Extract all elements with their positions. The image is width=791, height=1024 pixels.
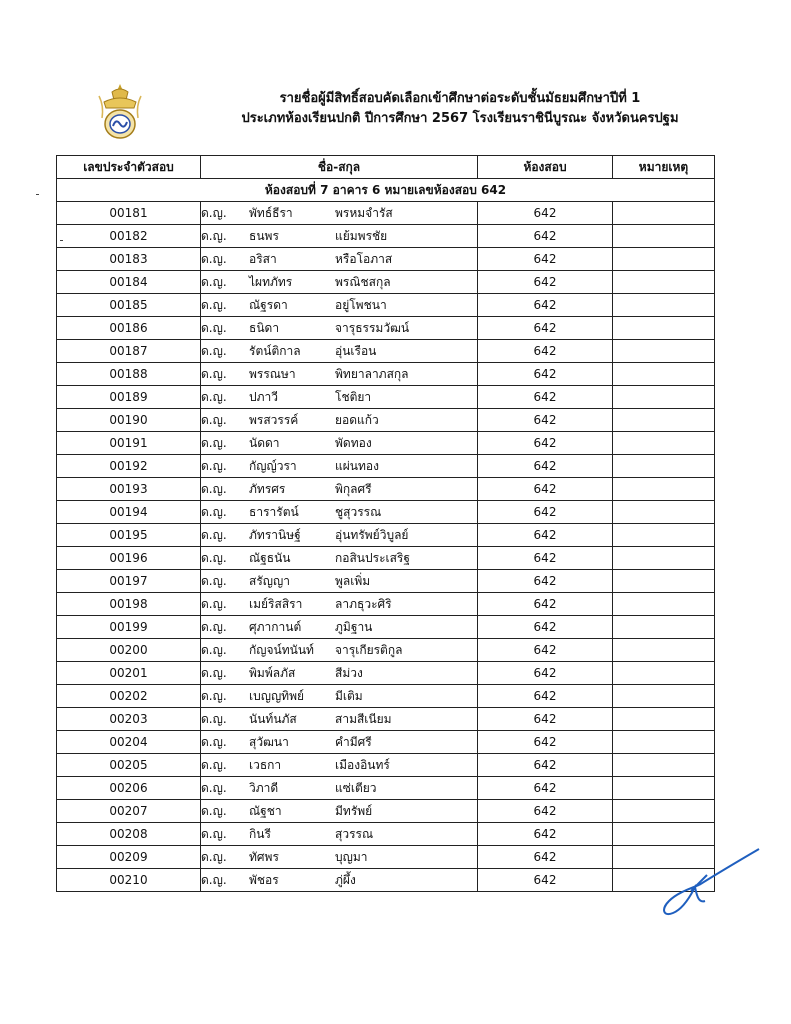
last-name: แย้มพรชัย — [335, 229, 388, 243]
table-row — [57, 869, 715, 892]
name-cell — [201, 846, 478, 869]
exam-id-cell: 00194 — [57, 501, 201, 524]
remark-cell — [613, 547, 715, 570]
last-name: มีทรัพย์ — [335, 804, 373, 818]
last-name: ภูมิฐาน — [335, 620, 373, 634]
remark-cell — [613, 455, 715, 478]
name-cell — [201, 754, 478, 777]
remark-cell — [613, 708, 715, 731]
first-name: พรรณษา — [249, 367, 296, 381]
table-row — [57, 478, 715, 501]
room-cell: 642 — [478, 409, 613, 432]
name-prefix: ด.ญ. — [201, 758, 227, 772]
last-name: ชูสุวรรณ — [335, 505, 382, 519]
first-name: ธารารัตน์ — [249, 505, 299, 519]
last-name: อุ่นเรือน — [335, 344, 377, 358]
page-title: รายชื่อผู้มีสิทธิ์สอบคัดเลือกเข้าศึกษาต่อระดับชั้นมัธยมศึกษาปีที่ 1 — [279, 91, 641, 106]
name-prefix: ด.ญ. — [201, 551, 227, 565]
column-header-remark: หมายเหตุ — [613, 156, 715, 179]
first-name: ไผทภัทร — [249, 275, 293, 289]
table-row — [57, 823, 715, 846]
first-name: ธนพร — [249, 229, 279, 243]
first-name: ทัศพร — [249, 850, 279, 864]
name-prefix: ด.ญ. — [201, 298, 227, 312]
last-name: คำมีศรี — [335, 735, 372, 749]
room-cell: 642 — [478, 248, 613, 271]
exam-id-cell: 00205 — [57, 754, 201, 777]
last-name: จารุเกียรติกูล — [335, 643, 403, 657]
last-name: แซ่เตียว — [335, 781, 377, 795]
exam-id-cell: 00199 — [57, 616, 201, 639]
exam-id-cell: 00184 — [57, 271, 201, 294]
last-name: สามสีเนียม — [335, 712, 392, 726]
name-prefix: ด.ญ. — [201, 482, 227, 496]
room-cell: 642 — [478, 570, 613, 593]
name-prefix: ด.ญ. — [201, 413, 227, 427]
section-row — [57, 179, 715, 202]
name-cell — [201, 639, 478, 662]
last-name: พิกุลศรี — [335, 482, 372, 496]
name-cell — [201, 731, 478, 754]
name-cell — [201, 202, 478, 225]
last-name: อยู่โพชนา — [335, 298, 387, 312]
room-cell: 642 — [478, 662, 613, 685]
remark-cell — [613, 501, 715, 524]
room-cell: 642 — [478, 731, 613, 754]
exam-id-cell: 00189 — [57, 386, 201, 409]
name-prefix: ด.ญ. — [201, 850, 227, 864]
room-cell: 642 — [478, 478, 613, 501]
last-name: มีเติม — [335, 689, 363, 703]
remark-cell — [613, 317, 715, 340]
name-cell — [201, 524, 478, 547]
first-name: ณัฐชา — [249, 804, 282, 818]
room-cell: 642 — [478, 639, 613, 662]
remark-cell — [613, 271, 715, 294]
room-cell: 642 — [478, 823, 613, 846]
name-cell — [201, 570, 478, 593]
name-prefix: ด.ญ. — [201, 436, 227, 450]
exam-id-cell: 00191 — [57, 432, 201, 455]
name-prefix: ด.ญ. — [201, 229, 227, 243]
column-header-exam-id: เลขประจำตัวสอบ — [57, 156, 201, 179]
remark-cell — [613, 777, 715, 800]
remark-cell — [613, 294, 715, 317]
first-name: นันท์นภัส — [249, 712, 297, 726]
table-row — [57, 271, 715, 294]
name-cell — [201, 501, 478, 524]
column-header-name: ชื่อ-สกุล — [201, 156, 478, 179]
remark-cell — [613, 409, 715, 432]
column-header-room: ห้องสอบ — [478, 156, 613, 179]
room-cell: 642 — [478, 616, 613, 639]
exam-id-cell: 00197 — [57, 570, 201, 593]
remark-cell — [613, 593, 715, 616]
table-row — [57, 317, 715, 340]
last-name: พรณิชสกุล — [335, 275, 391, 289]
table-row — [57, 225, 715, 248]
first-name: พัทธ์ธีรา — [249, 206, 293, 220]
table-header-row — [57, 156, 715, 179]
exam-id-cell: 00185 — [57, 294, 201, 317]
room-cell: 642 — [478, 386, 613, 409]
room-cell: 642 — [478, 202, 613, 225]
name-prefix: ด.ญ. — [201, 528, 227, 542]
exam-id-cell: 00187 — [57, 340, 201, 363]
exam-id-cell: 00206 — [57, 777, 201, 800]
first-name: ณัฐรดา — [249, 298, 288, 312]
table-row — [57, 363, 715, 386]
table-row — [57, 616, 715, 639]
remark-cell — [613, 478, 715, 501]
room-cell: 642 — [478, 455, 613, 478]
name-cell — [201, 478, 478, 501]
remark-cell — [613, 685, 715, 708]
name-cell — [201, 363, 478, 386]
name-cell — [201, 685, 478, 708]
room-cell: 642 — [478, 501, 613, 524]
last-name: ลาภธุวะศิริ — [335, 597, 392, 611]
name-prefix: ด.ญ. — [201, 689, 227, 703]
first-name: ภัทรศร — [249, 482, 286, 496]
exam-id-cell: 00209 — [57, 846, 201, 869]
name-prefix: ด.ญ. — [201, 459, 227, 473]
table-row — [57, 340, 715, 363]
name-prefix: ด.ญ. — [201, 390, 227, 404]
name-prefix: ด.ญ. — [201, 574, 227, 588]
name-cell — [201, 455, 478, 478]
room-cell: 642 — [478, 800, 613, 823]
last-name: ภู่ผึ้ง — [335, 873, 356, 887]
table-row — [57, 800, 715, 823]
exam-id-cell: 00198 — [57, 593, 201, 616]
exam-id-cell: 00193 — [57, 478, 201, 501]
first-name: ปภาวี — [249, 390, 279, 404]
name-cell — [201, 708, 478, 731]
room-cell: 642 — [478, 524, 613, 547]
exam-id-cell: 00203 — [57, 708, 201, 731]
table-row — [57, 639, 715, 662]
exam-id-cell: 00201 — [57, 662, 201, 685]
name-cell — [201, 777, 478, 800]
exam-id-cell: 00202 — [57, 685, 201, 708]
table-row — [57, 593, 715, 616]
school-crest-icon — [96, 82, 144, 144]
remark-cell — [613, 662, 715, 685]
remark-cell — [613, 225, 715, 248]
exam-id-cell: 00210 — [57, 869, 201, 892]
name-prefix: ด.ญ. — [201, 620, 227, 634]
name-cell — [201, 547, 478, 570]
name-prefix: ด.ญ. — [201, 344, 227, 358]
name-prefix: ด.ญ. — [201, 367, 227, 381]
room-cell: 642 — [478, 432, 613, 455]
table-row — [57, 731, 715, 754]
name-prefix: ด.ญ. — [201, 597, 227, 611]
name-cell — [201, 225, 478, 248]
name-prefix: ด.ญ. — [201, 712, 227, 726]
name-prefix: ด.ญ. — [201, 735, 227, 749]
table-row — [57, 386, 715, 409]
remark-cell — [613, 754, 715, 777]
first-name: ศุภากานต์ — [249, 620, 302, 634]
last-name: กอสินประเสริฐ — [335, 551, 410, 565]
table-row — [57, 248, 715, 271]
name-cell — [201, 823, 478, 846]
first-name: กินรี — [249, 827, 271, 841]
remark-cell — [613, 386, 715, 409]
room-cell: 642 — [478, 869, 613, 892]
last-name: อุ่นทรัพย์วิบูลย์ — [335, 528, 409, 542]
name-cell — [201, 869, 478, 892]
remark-cell — [613, 616, 715, 639]
name-prefix: ด.ญ. — [201, 781, 227, 795]
exam-id-cell: 00190 — [57, 409, 201, 432]
first-name: กัญจน์ทนันท์ — [249, 643, 314, 657]
candidate-table — [56, 155, 715, 892]
last-name: โชติยา — [335, 390, 372, 404]
exam-id-cell: 00183 — [57, 248, 201, 271]
name-cell — [201, 800, 478, 823]
name-cell — [201, 271, 478, 294]
first-name: พรสวรรค์ — [249, 413, 299, 427]
section-title: ห้องสอบที่ 7 อาคาร 6 หมายเลขห้องสอบ 642 — [57, 179, 715, 202]
table-row — [57, 777, 715, 800]
name-cell — [201, 294, 478, 317]
table-row — [57, 846, 715, 869]
name-prefix: ด.ญ. — [201, 275, 227, 289]
remark-cell — [613, 731, 715, 754]
table-row — [57, 524, 715, 547]
name-cell — [201, 616, 478, 639]
name-cell — [201, 248, 478, 271]
exam-id-cell: 00200 — [57, 639, 201, 662]
table-row — [57, 685, 715, 708]
remark-cell — [613, 639, 715, 662]
first-name: เวธกา — [249, 758, 282, 772]
remark-cell — [613, 248, 715, 271]
remark-cell — [613, 570, 715, 593]
first-name: นัดดา — [249, 436, 280, 450]
name-prefix: ด.ญ. — [201, 321, 227, 335]
last-name: เมืองอินทร์ — [335, 758, 390, 772]
room-cell: 642 — [478, 363, 613, 386]
name-cell — [201, 386, 478, 409]
scan-mark — [36, 194, 39, 195]
handwritten-signature-icon — [655, 845, 765, 925]
first-name: เบญญทิพย์ — [249, 689, 305, 703]
room-cell: 642 — [478, 340, 613, 363]
first-name: พิมพ์ลภัส — [249, 666, 296, 680]
name-prefix: ด.ญ. — [201, 873, 227, 887]
room-cell: 642 — [478, 777, 613, 800]
first-name: เมย์ริสสิรา — [249, 597, 303, 611]
first-name: วิภาดี — [249, 781, 279, 795]
exam-id-cell: 00196 — [57, 547, 201, 570]
remark-cell — [613, 432, 715, 455]
room-cell: 642 — [478, 846, 613, 869]
exam-id-cell: 00188 — [57, 363, 201, 386]
remark-cell — [613, 800, 715, 823]
table-row — [57, 570, 715, 593]
table-row — [57, 455, 715, 478]
name-prefix: ด.ญ. — [201, 804, 227, 818]
table-row — [57, 409, 715, 432]
table-row — [57, 754, 715, 777]
table-row — [57, 708, 715, 731]
room-cell: 642 — [478, 708, 613, 731]
room-cell: 642 — [478, 547, 613, 570]
room-cell: 642 — [478, 225, 613, 248]
last-name: บุญมา — [335, 850, 368, 864]
exam-id-cell: 00192 — [57, 455, 201, 478]
last-name: แผ่นทอง — [335, 459, 379, 473]
remark-cell — [613, 823, 715, 846]
name-prefix: ด.ญ. — [201, 206, 227, 220]
first-name: ภัทรานิษฐ์ — [249, 528, 301, 542]
last-name: พรหมจำรัส — [335, 206, 393, 220]
last-name: สีม่วง — [335, 666, 363, 680]
exam-id-cell: 00186 — [57, 317, 201, 340]
remark-cell — [613, 340, 715, 363]
name-cell — [201, 432, 478, 455]
first-name: พัชอร — [249, 873, 279, 887]
first-name: สุวัฒนา — [249, 735, 289, 749]
table-row — [57, 202, 715, 225]
exam-id-cell: 00195 — [57, 524, 201, 547]
name-cell — [201, 340, 478, 363]
table-row — [57, 432, 715, 455]
name-cell — [201, 593, 478, 616]
name-prefix: ด.ญ. — [201, 505, 227, 519]
room-cell: 642 — [478, 271, 613, 294]
room-cell: 642 — [478, 294, 613, 317]
room-cell: 642 — [478, 593, 613, 616]
exam-id-cell: 00207 — [57, 800, 201, 823]
name-prefix: ด.ญ. — [201, 827, 227, 841]
table-row — [57, 294, 715, 317]
page-subtitle: ประเภทห้องเรียนปกติ ปีการศึกษา 2567 โรงเรียนราชินีบูรณะ จังหวัดนครปฐม — [241, 111, 679, 126]
last-name: ยอดแก้ว — [335, 413, 379, 427]
name-cell — [201, 409, 478, 432]
exam-id-cell: 00182 — [57, 225, 201, 248]
first-name: รัตน์ติกาล — [249, 344, 301, 358]
table-row — [57, 662, 715, 685]
table-row — [57, 547, 715, 570]
last-name: จารุธรรมวัฒน์ — [335, 321, 410, 335]
last-name: สุวรรณ — [335, 827, 374, 841]
exam-id-cell: 00181 — [57, 202, 201, 225]
last-name: พัดทอง — [335, 436, 372, 450]
room-cell: 642 — [478, 685, 613, 708]
remark-cell — [613, 363, 715, 386]
last-name: หรือโอภาส — [335, 252, 393, 266]
remark-cell — [613, 524, 715, 547]
room-cell: 642 — [478, 317, 613, 340]
last-name: พูลเพิ่ม — [335, 574, 371, 588]
first-name: อริสา — [249, 252, 277, 266]
first-name: ธนิดา — [249, 321, 280, 335]
first-name: ณัฐธนัน — [249, 551, 291, 565]
name-prefix: ด.ญ. — [201, 643, 227, 657]
room-cell: 642 — [478, 754, 613, 777]
first-name: กัญญ์วรา — [249, 459, 297, 473]
exam-id-cell: 00204 — [57, 731, 201, 754]
name-cell — [201, 662, 478, 685]
first-name: สรัญญา — [249, 574, 290, 588]
remark-cell — [613, 202, 715, 225]
table-row — [57, 501, 715, 524]
name-prefix: ด.ญ. — [201, 666, 227, 680]
last-name: พิทยาลาภสกุล — [335, 367, 409, 381]
exam-id-cell: 00208 — [57, 823, 201, 846]
name-cell — [201, 317, 478, 340]
name-prefix: ด.ญ. — [201, 252, 227, 266]
